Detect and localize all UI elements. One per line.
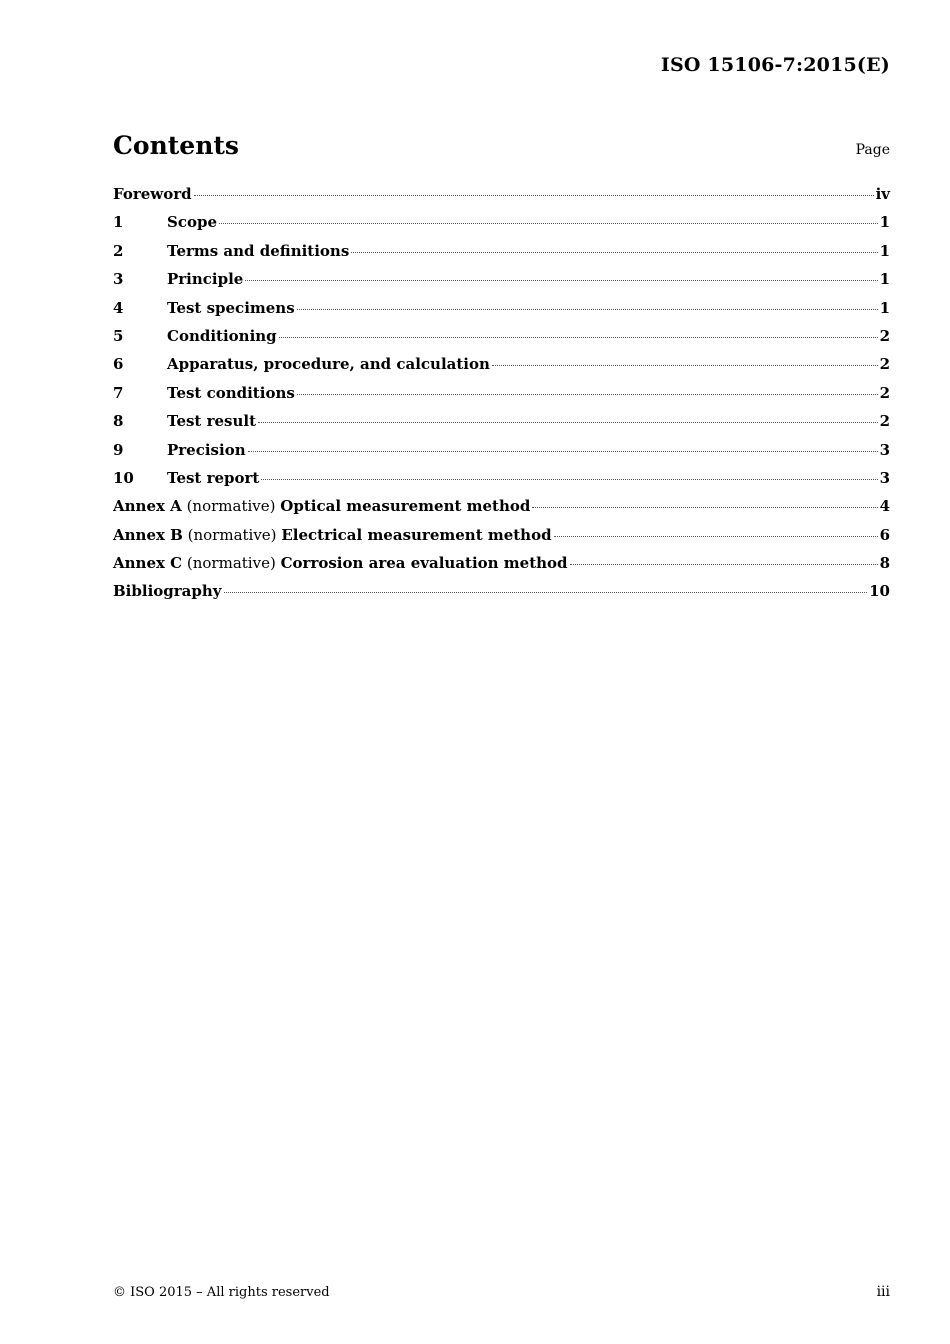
document-id: ISO 15106-7:2015(E) xyxy=(660,54,890,76)
page-column-label: Page xyxy=(855,142,890,158)
toc-leader-dots xyxy=(532,507,877,508)
toc-entry-page: 3 xyxy=(879,468,890,487)
toc-entry-page: 2 xyxy=(879,383,890,402)
toc-annex-type: (normative) xyxy=(186,497,276,516)
toc-entry-title: Corrosion area evaluation method xyxy=(280,554,568,573)
toc-entry-clause-5[interactable] xyxy=(113,327,890,355)
toc-leader-dots xyxy=(194,195,874,196)
toc-entry-page: 1 xyxy=(879,298,890,317)
toc-entry-page: 8 xyxy=(879,554,890,573)
toc-entry-clause-3[interactable] xyxy=(113,270,890,298)
toc-entry-clause-1[interactable] xyxy=(113,213,890,241)
toc-leader-dots xyxy=(351,252,877,253)
toc-leader-dots xyxy=(279,337,878,338)
toc-entry-title: Test conditions xyxy=(167,383,295,402)
contents-title: Contents xyxy=(113,131,240,160)
toc-entry-title: Precision xyxy=(167,440,246,459)
toc-entry-number: 5 xyxy=(113,326,124,345)
toc-entry-title: Terms and definitions xyxy=(167,241,350,260)
toc-entry-title: Test result xyxy=(167,412,257,431)
toc-entry-page: 6 xyxy=(879,525,890,544)
toc-entry-number: 8 xyxy=(113,412,124,431)
toc-annex-label: Annex A xyxy=(113,497,182,516)
toc-entry-foreword[interactable] xyxy=(113,185,890,213)
toc-entry-clause-6[interactable] xyxy=(113,355,890,383)
toc-entry-annex-c[interactable] xyxy=(113,554,890,582)
table-of-contents xyxy=(113,185,890,611)
toc-entry-page: 2 xyxy=(879,412,890,431)
toc-entry-number: 4 xyxy=(113,298,124,317)
toc-entry-clause-7[interactable] xyxy=(113,384,890,412)
toc-entry-number: 9 xyxy=(113,440,124,459)
toc-entry-number: 10 xyxy=(113,468,134,487)
toc-entry-title: Electrical measurement method xyxy=(281,525,552,544)
toc-entry-clause-8[interactable] xyxy=(113,412,890,440)
toc-entry-number: 2 xyxy=(113,241,124,260)
toc-leader-dots xyxy=(219,223,878,224)
toc-entry-number: 6 xyxy=(113,355,124,374)
toc-leader-dots xyxy=(224,592,868,593)
toc-leader-dots xyxy=(297,394,878,395)
toc-entry-clause-10[interactable] xyxy=(113,469,890,497)
toc-entry-page: 3 xyxy=(879,440,890,459)
toc-entry-title: Test report xyxy=(167,468,260,487)
toc-entry-title: Bibliography xyxy=(113,582,222,601)
toc-entry-page: 2 xyxy=(879,355,890,374)
toc-entry-page: 1 xyxy=(879,213,890,232)
toc-entry-title: Apparatus, procedure, and calculation xyxy=(167,355,490,374)
toc-entry-clause-4[interactable] xyxy=(113,299,890,327)
toc-entry-page: 1 xyxy=(879,270,890,289)
toc-leader-dots xyxy=(261,479,877,480)
toc-leader-dots xyxy=(492,365,878,366)
toc-entry-title: Optical measurement method xyxy=(280,497,531,516)
footer-copyright: © ISO 2015 – All rights reserved xyxy=(113,1285,330,1300)
toc-annex-type: (normative) xyxy=(186,554,276,573)
toc-entry-page: iv xyxy=(875,185,890,203)
toc-annex-type: (normative) xyxy=(187,525,277,544)
toc-leader-dots xyxy=(570,564,878,565)
toc-entry-page: 1 xyxy=(879,241,890,260)
toc-entry-title: Conditioning xyxy=(167,326,277,345)
toc-entry-page: 10 xyxy=(869,582,890,601)
toc-entry-number: 3 xyxy=(113,270,124,289)
toc-entry-clause-2[interactable] xyxy=(113,242,890,270)
toc-entry-number: 7 xyxy=(113,383,124,402)
toc-entry-bibliography[interactable] xyxy=(113,582,890,610)
toc-annex-label: Annex C xyxy=(113,554,183,573)
toc-entry-clause-9[interactable] xyxy=(113,441,890,469)
toc-entry-title: Principle xyxy=(167,270,244,289)
toc-entry-annex-b[interactable] xyxy=(113,526,890,554)
toc-leader-dots xyxy=(297,309,878,310)
toc-leader-dots xyxy=(248,451,878,452)
footer-page-number: iii xyxy=(876,1284,890,1300)
toc-entry-page: 2 xyxy=(879,326,890,345)
toc-entry-annex-a[interactable] xyxy=(113,497,890,525)
toc-leader-dots xyxy=(258,422,878,423)
toc-leader-dots xyxy=(554,536,878,537)
toc-leader-dots xyxy=(245,280,877,281)
toc-entry-title: Foreword xyxy=(113,185,192,203)
toc-entry-title: Scope xyxy=(167,213,218,232)
toc-entry-number: 1 xyxy=(113,213,124,232)
toc-entry-title: Test specimens xyxy=(167,298,295,317)
toc-annex-label: Annex B xyxy=(113,525,183,544)
toc-entry-page: 4 xyxy=(879,497,890,516)
